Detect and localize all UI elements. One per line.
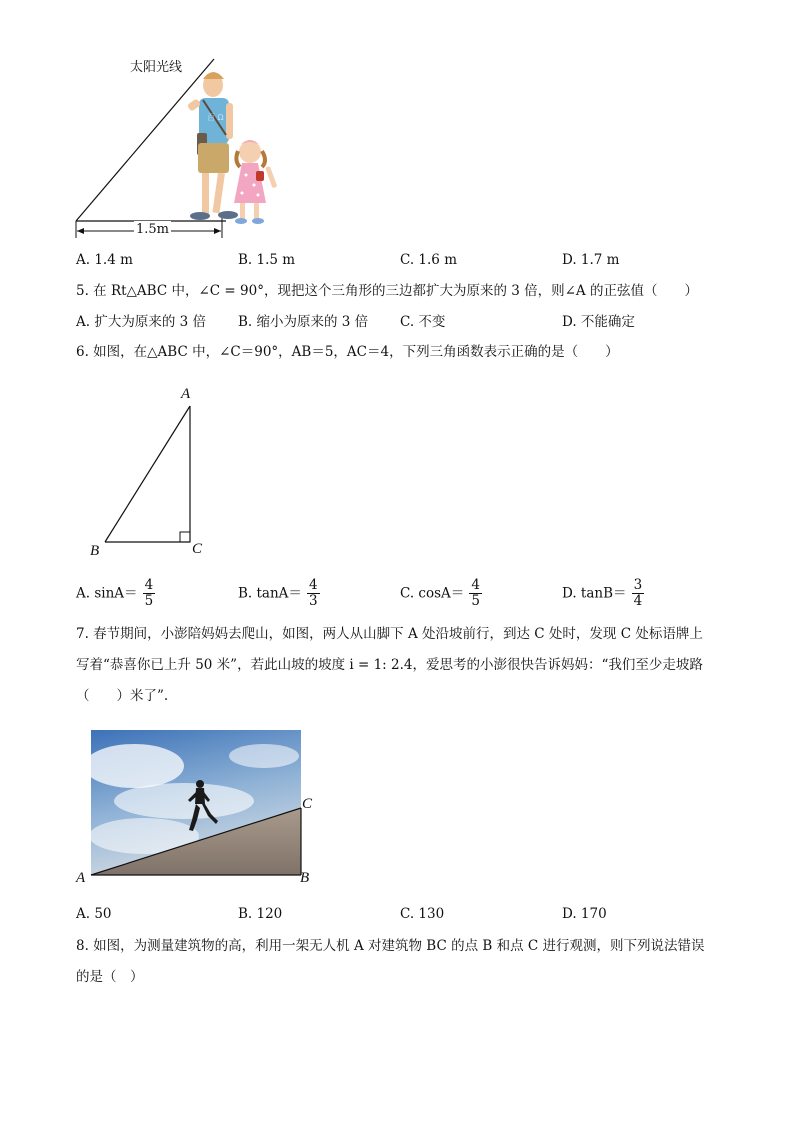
q7-stem-line3: （ ）米了”. [76,688,169,704]
q5-stem: 5. 在 Rt△ABC 中，∠C = 90°，现把这个三角形的三边都扩大为原来的 3 倍，则∠A 的正弦值（ ） [76,283,698,299]
vertex-b-label: B [90,543,100,559]
q4-figure [70,55,290,245]
child-illustration [234,140,277,224]
option-c[interactable]: C. cosA＝ $\frac{4}{5}$ [400,577,480,609]
slope-photo [74,726,334,891]
measure-arrow-left [77,228,84,234]
option-b[interactable]: B. 缩小为原来的 3 倍 [238,314,369,330]
option-a[interactable]: A. 1.4 m [76,252,133,268]
option-d[interactable]: D. 不能确定 [562,314,635,330]
q4-options [76,251,736,269]
option-a[interactable]: A. sinA＝ $\frac{4}{5}$ [76,577,154,609]
vertex-c-label: C [192,541,203,557]
q8-stem-line1: 8. 如图，为测量建筑物的高，利用一架无人机 A 对建筑物 BC 的点 B 和点 C 进行观测，则下列说法错误 [76,938,705,954]
option-d[interactable]: D. tanB＝ $\frac{3}{4}$ [562,577,643,609]
measure-arrow-right [214,228,221,234]
q8-stem-line2: 的是（ ） [76,969,144,985]
man-illustration [187,72,238,220]
vertex-a-label: A [181,386,191,402]
vertex-c-label: C [302,796,313,812]
q7-slope-figure [74,726,334,891]
fraction: $\frac{4}{5}$ [471,577,480,609]
q5-options [76,313,736,331]
sun-ray-label: 太阳光线 [130,60,183,75]
option-a[interactable]: A. 50 [76,906,112,922]
option-b[interactable]: B. tanA＝ $\frac{4}{3}$ [238,577,318,609]
option-b[interactable]: B. 120 [238,906,283,922]
fraction: $\frac{4}{3}$ [309,577,318,609]
option-d[interactable]: D. 170 [562,906,607,922]
right-angle-mark [180,532,190,542]
option-b[interactable]: B. 1.5 m [238,252,296,268]
q6-options [76,578,736,618]
vertex-a-label: A [76,870,86,886]
option-a[interactable]: A. 扩大为原来的 3 倍 [76,314,207,330]
svg-text:百 Ω: 百 Ω [207,113,224,122]
q6-triangle-figure [84,384,214,564]
measure-label: 1.5m [136,222,170,237]
right-triangle-diagram [84,384,214,564]
q6-stem: 6. 如图，在△ABC 中，∠C＝90°，AB＝5，AC＝4，下列三角函数表示正确的是（ ） [76,344,619,360]
option-c[interactable]: C. 1.6 m [400,252,457,268]
fraction: $\frac{4}{5}$ [144,577,154,609]
q7-options [76,905,736,923]
option-c[interactable]: C. 不变 [400,314,446,330]
option-d[interactable]: D. 1.7 m [562,252,620,268]
sun-ray-diagram [70,55,290,245]
side-ab [105,406,190,542]
fraction: $\frac{3}{4}$ [633,577,643,609]
option-c[interactable]: C. 130 [400,906,445,922]
q7-stem-line1: 7. 春节期间，小澎陪妈妈去爬山，如图，两人从山脚下 A 处沿坡前行，到达 C 处时，发现 C 处标语牌上 [76,626,703,642]
q7-stem-line2: 写着“恭喜你已上升 50 米”，若此山坡的坡度 i = 1: 2.4，爱思考的小澎很快告诉妈妈：“我们至少走坡路 [76,657,703,673]
vertex-b-label: B [300,870,310,886]
sun-ray-line [76,59,214,221]
